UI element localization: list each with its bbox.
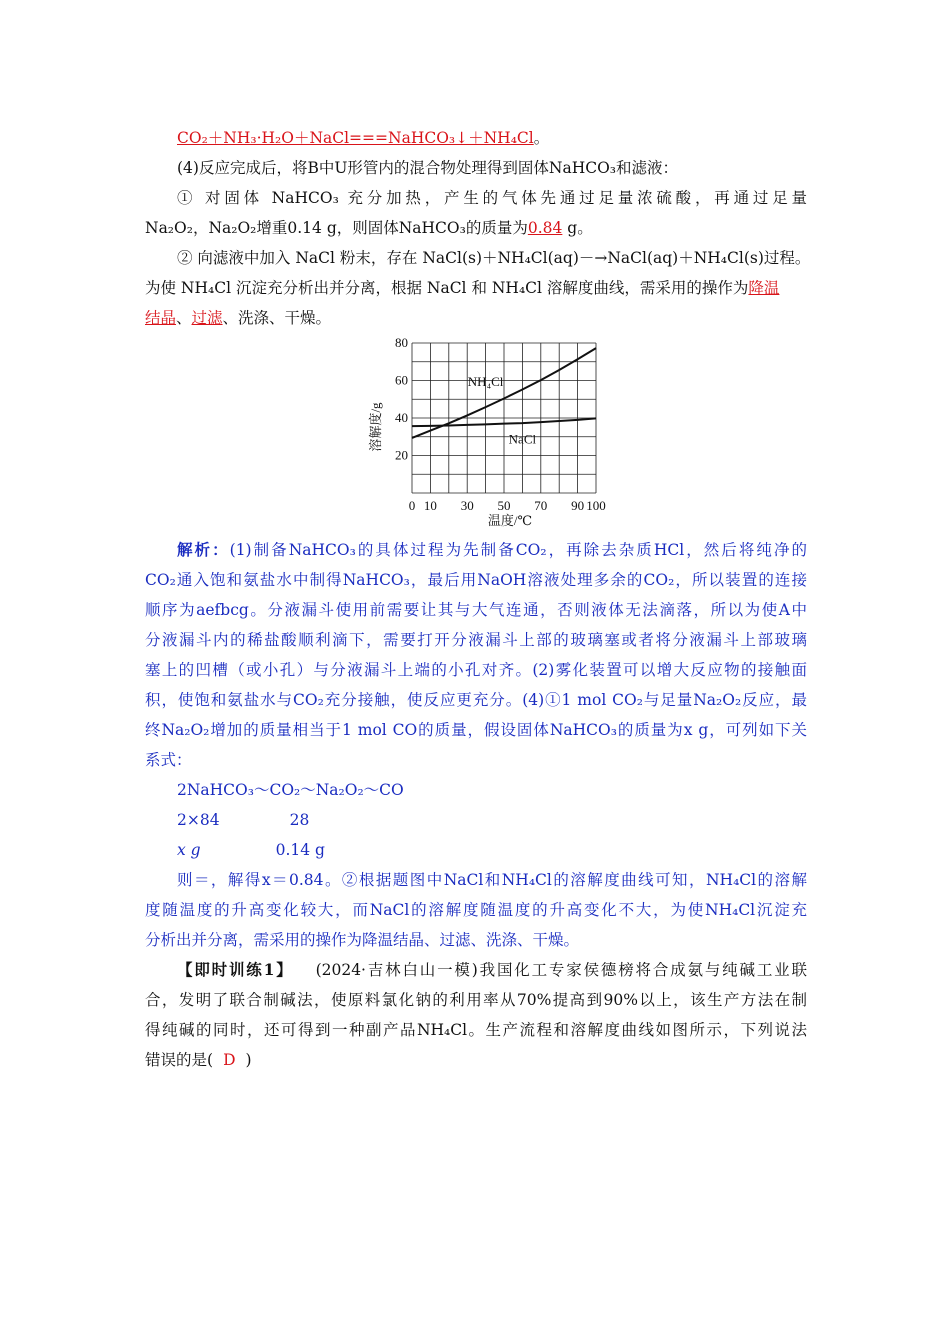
q4-part1-answer: 0.84 — [527, 219, 563, 237]
q4-part2-tail: 、洗涤、干燥。 — [222, 309, 332, 327]
q4-part1-line2 — [145, 218, 593, 238]
relation-line-2 — [177, 810, 309, 830]
analysis-line-3: 顺序为aefbcg。分液漏斗使用前需要让其与大气连通，否则液体无法滴落，所以为使A中 — [145, 601, 807, 619]
analysis-line-1 — [177, 540, 807, 560]
q4-part2-answer1-b: 结晶 — [145, 309, 177, 327]
training-question-open: 错误的是( — [145, 1051, 214, 1069]
relation-3-left: x g — [177, 841, 201, 859]
x-tick-label: 0 — [408, 498, 416, 513]
analysis-text-1: (1)制备NaHCO₃的具体过程为先制备CO₂，再除去杂质HCl，然后将纯净的 — [229, 541, 807, 559]
q4-part1-text: Na₂O₂，Na₂O₂增重0.14 g，则固体NaHCO₃的质量为 — [145, 219, 528, 237]
x-tick-label: 10 — [423, 498, 437, 513]
analysis-line-8: 系式： — [145, 751, 192, 769]
x-tick-label: 50 — [497, 498, 511, 513]
y-tick-label: 60 — [395, 372, 408, 388]
relation-2-right: 28 — [289, 811, 310, 829]
y-tick-label: 80 — [395, 335, 408, 350]
q4-part2-answer2: 过滤 — [191, 309, 223, 327]
solubility-chart — [370, 335, 770, 535]
training-label: 【即时训练1】 — [177, 960, 294, 979]
analysis-line-7: 终Na₂O₂增加的质量相当于1 mol CO的质量，假设固体NaHCO₃的质量为x g，可列如下关 — [145, 721, 807, 739]
q4-part2-text: 为使 NH₄Cl 沉淀充分析出并分离，根据 NaCl 和 NH₄Cl 溶解度曲线，需采用的操作为 — [145, 279, 749, 297]
relation-2-left: 2×84 — [177, 811, 220, 829]
q4-intro: (4)反应完成后，将B中U形管内的混合物处理得到固体NaHCO₃和滤液： — [177, 159, 679, 177]
training-answer: D — [223, 1051, 236, 1069]
relation-line-3 — [177, 840, 325, 860]
analysis-line-5: 塞上的凹槽（或小孔）与分液漏斗上端的小孔对齐。(2)雾化装置可以增大反应物的接触面 — [145, 661, 807, 679]
series-label: NH₄Cl — [467, 373, 504, 389]
training-line-3: 得纯碱的同时，还可得到一种副产品NH₄Cl。生产流程和溶解度曲线如图所示，下列说法 — [145, 1021, 807, 1039]
q4-part1-unit: g。 — [562, 219, 593, 237]
x-tick-label: 100 — [586, 498, 606, 513]
q4-part2-answer1-a: 降温 — [748, 279, 780, 297]
analysis-line-9: 则＝，解得x＝0.84。②根据题图中NaCl和NH₄Cl的溶解度曲线可知，NH₄Cl的溶解 — [177, 871, 807, 889]
q4-part2-line2 — [145, 278, 779, 298]
reaction-equation: CO₂＋NH₃·H₂O＋NaCl===NaHCO₃↓＋NH₄Cl — [177, 129, 534, 147]
equation-end: 。 — [533, 129, 550, 147]
training-text-1: (2024·吉林白山一模)我国化工专家侯德榜将合成氨与纯碱工业联 — [315, 961, 807, 979]
y-tick-label: 20 — [395, 447, 408, 463]
equation-line — [177, 128, 549, 148]
series-label: NaCl — [508, 431, 537, 447]
x-tick-label: 70 — [534, 498, 548, 513]
q4-part2-line3 — [145, 308, 331, 328]
q4-part1-line1: ① 对固体 NaHCO₃ 充分加热，产生的气体先通过足量浓硫酸，再通过足量 — [177, 189, 807, 207]
training-line-1 — [177, 960, 807, 980]
training-question-close: ) — [245, 1051, 252, 1069]
analysis-line-11: 分析出并分离，需采用的操作为降温结晶、过滤、洗涤、干燥。 — [145, 931, 580, 949]
y-tick-label: 40 — [395, 410, 408, 425]
q4-part2-sep: 、 — [176, 309, 192, 327]
analysis-label: 解析： — [177, 540, 230, 559]
x-tick-label: 30 — [460, 498, 474, 513]
analysis-line-6: 积，使饱和氨盐水与CO₂充分接触，使反应更充分。(4)①1 mol CO₂与足量Na₂O₂反应，最 — [145, 691, 807, 709]
training-line-2: 合，发明了联合制碱法，使原料氯化钠的利用率从70%提高到90%以上，该生产方法在制 — [145, 991, 807, 1009]
chart-y-label: 溶解度/g — [368, 402, 383, 452]
analysis-line-4: 分液漏斗内的稀盐酸顺利滴下，需要打开分液漏斗上部的玻璃塞或者将分液漏斗上部玻璃 — [145, 631, 807, 649]
q4-part2-line1: ② 向滤液中加入 NaCl 粉末，存在 NaCl(s)＋NH₄Cl(aq)－→NaCl(aq)＋NH₄Cl(s)过程。 — [177, 249, 811, 267]
relation-line-1: 2NaHCO₃～CO₂～Na₂O₂～CO — [177, 781, 404, 799]
analysis-line-10: 度随温度的升高变化较大，而NaCl的溶解度随温度的升高变化不大，为使NH₄Cl沉淀充 — [145, 901, 807, 919]
chart-x-label: 温度/℃ — [487, 513, 533, 528]
relation-3-right: 0.14 g — [275, 841, 325, 859]
training-line-4 — [145, 1050, 252, 1070]
analysis-line-2: CO₂通入饱和氨盐水中制得NaHCO₃，最后用NaOH溶液处理多余的CO₂，所以装置的连接 — [145, 571, 807, 589]
x-tick-label: 90 — [571, 498, 585, 513]
